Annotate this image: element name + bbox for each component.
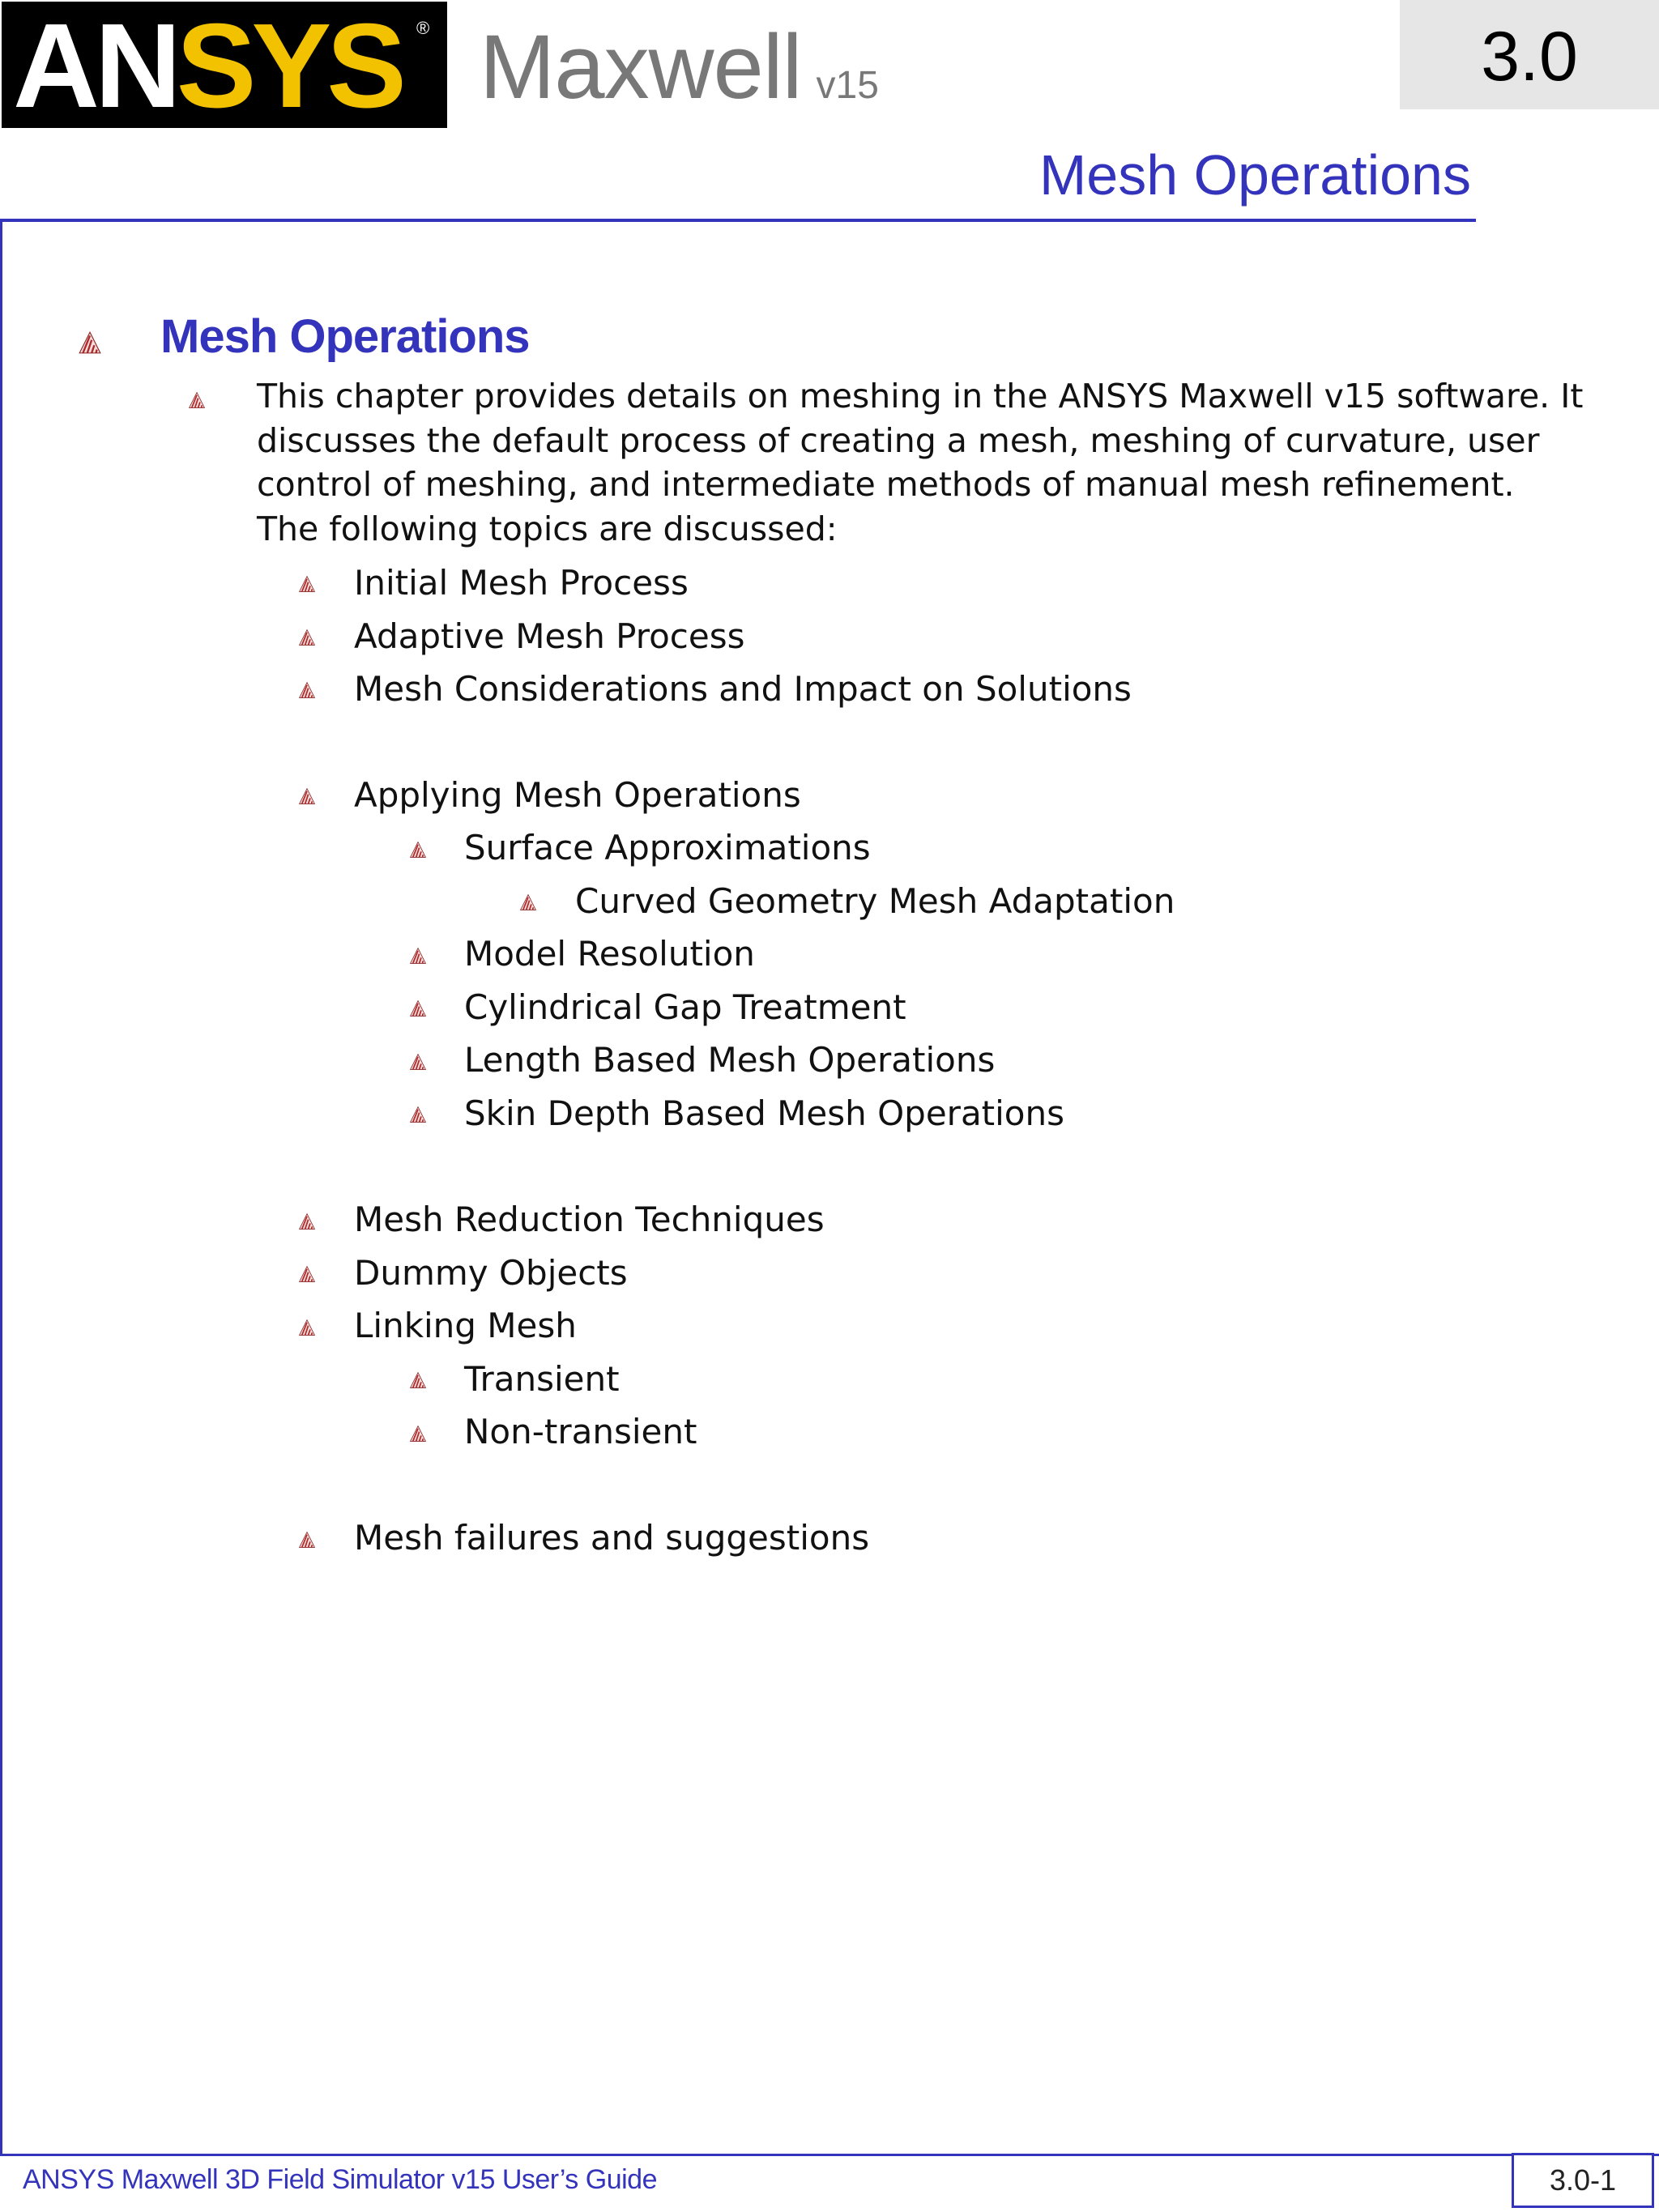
bullet-icon (188, 391, 206, 409)
bullet-icon (409, 1106, 427, 1123)
topic-subitem: Transient (464, 1359, 620, 1399)
topic-subitem: Non-transient (464, 1412, 697, 1451)
bullet-icon (298, 629, 316, 646)
intro-paragraph: This chapter provides details on meshing in the ANSYS Maxwell v15 software. It discusses the default process of creating a mesh, meshing of curvature, user control of meshing, and intermediate methods of manual mesh refinement. The following topics are discussed: (257, 377, 1584, 548)
bullet-icon (298, 681, 316, 699)
bullet-icon (409, 1425, 427, 1443)
svg-text:ANSYS: ANSYS (13, 2, 402, 128)
bullet-icon (298, 575, 316, 593)
footer-guide-title: ANSYS Maxwell 3D Field Simulator v15 User’s Guide (23, 2164, 657, 2195)
topic-subitem: Length Based Mesh Operations (464, 1040, 996, 1080)
topic-subitem: Skin Depth Based Mesh Operations (464, 1093, 1065, 1133)
topic-item: Mesh Considerations and Impact on Solutions (354, 669, 1132, 709)
header-title: Mesh Operations (1038, 143, 1471, 207)
left-rule (0, 219, 2, 2156)
topic-item: Applying Mesh Operations (354, 775, 801, 815)
bullet-icon (409, 1371, 427, 1389)
topic-item: Initial Mesh Process (354, 563, 689, 603)
topic-item: Mesh Reduction Techniques (354, 1200, 825, 1239)
bullet-icon (78, 330, 102, 355)
topic-item: Adaptive Mesh Process (354, 616, 745, 656)
bullet-icon (409, 947, 427, 965)
bullet-icon (298, 1213, 316, 1230)
ansys-logo (2, 2, 447, 128)
product-name (480, 15, 879, 119)
topic-item: Linking Mesh (354, 1306, 577, 1345)
product-version: v15 (816, 64, 879, 107)
bullet-icon (298, 1531, 316, 1549)
topic-subitem: Surface Approximations (464, 828, 871, 867)
topic-item: Dummy Objects (354, 1253, 628, 1293)
section-title: Mesh Operations (160, 310, 530, 363)
bullet-icon (409, 841, 427, 859)
header-rule (0, 219, 1476, 222)
bullet-icon (409, 999, 427, 1017)
topic-subsubitem: Curved Geometry Mesh Adaptation (575, 881, 1175, 921)
chapter-number: 3.0 (1400, 0, 1659, 109)
footer-rule (0, 2154, 1659, 2156)
bullet-icon (409, 1053, 427, 1071)
topic-subitem: Model Resolution (464, 934, 755, 974)
bullet-icon (298, 1319, 316, 1336)
bullet-icon (298, 787, 316, 805)
bullet-icon (519, 893, 537, 911)
topic-item: Mesh failures and suggestions (354, 1518, 870, 1558)
svg-text:®: ® (416, 18, 430, 38)
bullet-icon (298, 1265, 316, 1283)
page-number: 3.0-1 (1512, 2153, 1654, 2208)
topic-subitem: Cylindrical Gap Treatment (464, 987, 906, 1027)
product-name-text: Maxwell (480, 16, 802, 117)
